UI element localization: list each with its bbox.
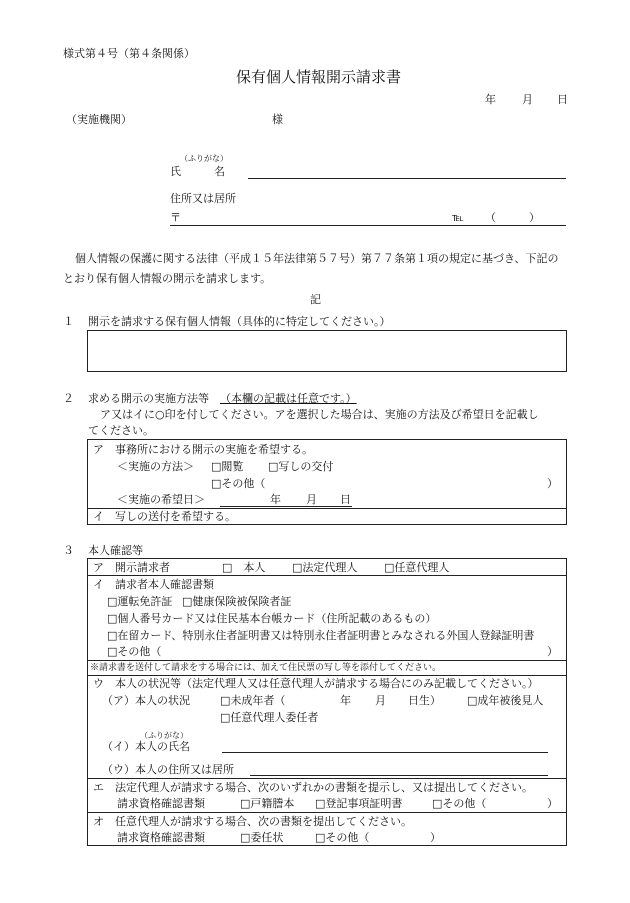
id-other-checkbox[interactable]: □その他（ [107, 645, 162, 658]
method-view-checkbox[interactable]: □閲覧 [211, 460, 244, 473]
voluntary-other-close-paren: ） [430, 831, 441, 844]
id-mynumber-checkbox[interactable]: □個人番号カード又は住民基本台帳カード（住所記載のあるもの） [107, 612, 437, 625]
principal-address-label: （ウ）本人の住所又は居所 [102, 763, 234, 776]
legal-other-checkbox[interactable]: □その他（ [432, 797, 487, 810]
principal-name-label: （イ）本人の氏名 [102, 740, 190, 753]
applicant-address-field[interactable] [170, 225, 566, 226]
voluntary-docs-heading: オ 任意代理人が請求する場合、次の書類を提出してください。 [93, 815, 412, 828]
legal-docs-label: 請求資格確認書類 [117, 797, 205, 810]
preferred-date-label: ＜実施の希望日＞ [117, 493, 205, 506]
preferred-date-year: 年 [270, 493, 281, 506]
voluntary-other-checkbox[interactable]: □その他（ [315, 831, 370, 844]
voluntary-docs-label: 請求資格確認書類 [117, 831, 205, 844]
principal-status-label: （ア）本人の状況 [102, 694, 190, 707]
section3-divider-u [87, 778, 567, 779]
applicant-furigana-label: （ふりがな） [180, 154, 228, 163]
method-copy-checkbox[interactable]: □写しの交付 [268, 460, 334, 473]
id-residence-checkbox[interactable]: □在留カード、特別永住者証明書又は特別永住者証明書とみなされる外国人登録証明書 [107, 629, 535, 642]
section3-divider-e [87, 812, 567, 813]
preferred-date-month: 月 [306, 493, 317, 506]
institution-label: （実施機関） [66, 113, 132, 126]
method-label: ＜実施の方法＞ [117, 460, 194, 473]
principal-name-field[interactable] [222, 752, 548, 753]
honorific-label: 様 [272, 113, 283, 126]
section2-divider [87, 508, 567, 509]
id-license-checkbox[interactable]: □運転免許証 [107, 595, 173, 608]
method-other-checkbox[interactable]: □その他（ [211, 477, 266, 490]
requester-self-checkbox[interactable]: □ 本人 [222, 561, 266, 574]
minor-checkbox[interactable]: □未成年者（ [220, 694, 286, 707]
legal-other-close-paren: ） [547, 797, 558, 810]
section2-option-b[interactable]: イ 写しの送付を希望する。 [93, 510, 236, 523]
section1-number: １ [63, 315, 74, 328]
legal-docs-heading: エ 法定代理人が請求する場合、次のいずれかの書類を提示し、又は提出してください。 [93, 781, 533, 794]
intro-line-2: とおり保有個人情報の開示を請求します。 [63, 272, 272, 285]
method-other-close-paren: ） [547, 477, 558, 490]
tel-paren: （ ） [485, 211, 540, 224]
ki-mark: 記 [310, 293, 321, 306]
form-title: 保有個人情報開示請求書 [236, 68, 402, 86]
minor-birth-day: 日生） [408, 694, 441, 707]
minor-birth-year: 年 [340, 694, 351, 707]
section2-title: 求める開示の実施方法等 [88, 392, 209, 405]
section3-divider-note [87, 660, 567, 661]
section2-number: ２ [63, 392, 74, 405]
section2-note: （本欄の記載は任意です。） [220, 392, 357, 405]
tel-label: ℡ [452, 211, 464, 224]
applicant-name-field[interactable] [248, 178, 566, 179]
date-year-label: 年 [485, 93, 496, 106]
id-docs-label: イ 請求者本人確認書類 [93, 578, 214, 591]
legal-registry-checkbox[interactable]: □登記事項証明書 [315, 797, 403, 810]
applicant-name-label: 氏 名 [170, 165, 225, 178]
section3-title: 本人確認等 [88, 544, 143, 557]
form-number: 様式第４号（第４条関係） [63, 47, 195, 60]
voluntary-proxy-checkbox[interactable]: □委任状 [240, 831, 284, 844]
date-month-label: 月 [522, 93, 533, 106]
applicant-address-label: 住所又は居所 [170, 192, 236, 205]
principal-address-field[interactable] [250, 775, 548, 776]
section1-title: 開示を請求する保有個人情報（具体的に特定してください。） [88, 315, 391, 328]
requester-label: ア 開示請求者 [93, 561, 170, 574]
section2-instruction-1: ア又はイに○印を付してください。アを選択した場合は、実施の方法及び希望日を記載し [100, 408, 539, 421]
id-insurance-checkbox[interactable]: □健康保険被保険者証 [182, 595, 292, 608]
section3-number: ３ [63, 544, 74, 557]
section3-divider-i [87, 675, 567, 676]
section3-divider-a [87, 575, 567, 576]
section1-info-field[interactable] [87, 330, 567, 372]
ward-checkbox[interactable]: □成年被後見人 [467, 694, 544, 707]
minor-birth-month: 月 [375, 694, 386, 707]
requester-voluntary-checkbox[interactable]: □任意代理人 [384, 561, 450, 574]
intro-line-1: 個人情報の保護に関する法律（平成１５年法律第５７号）第７７条第１項の規定に基づき、下記の [75, 252, 559, 265]
preferred-date-field[interactable] [220, 506, 352, 507]
date-day-label: 日 [557, 93, 568, 106]
id-other-close-paren: ） [547, 645, 558, 658]
preferred-date-day: 日 [340, 493, 351, 506]
id-docs-note: ※請求書を送付して請求をする場合には、加えて住民票の写し等を添付してください。 [90, 663, 442, 673]
section2-instruction-2: てください。 [88, 424, 154, 437]
principal-status-heading: ウ 本人の状況等（法定代理人又は任意代理人が請求する場合にのみ記載してください。） [93, 677, 539, 690]
requester-legal-checkbox[interactable]: □法定代理人 [292, 561, 358, 574]
postal-mark: 〒 [170, 211, 181, 224]
principal-furigana-label: （ふりがな） [140, 731, 188, 740]
section2-option-a[interactable]: ア 事務所における開示の実施を希望する。 [93, 443, 313, 456]
principal-checkbox[interactable]: □任意代理人委任者 [220, 711, 319, 724]
legal-koseki-checkbox[interactable]: □戸籍謄本 [240, 797, 295, 810]
